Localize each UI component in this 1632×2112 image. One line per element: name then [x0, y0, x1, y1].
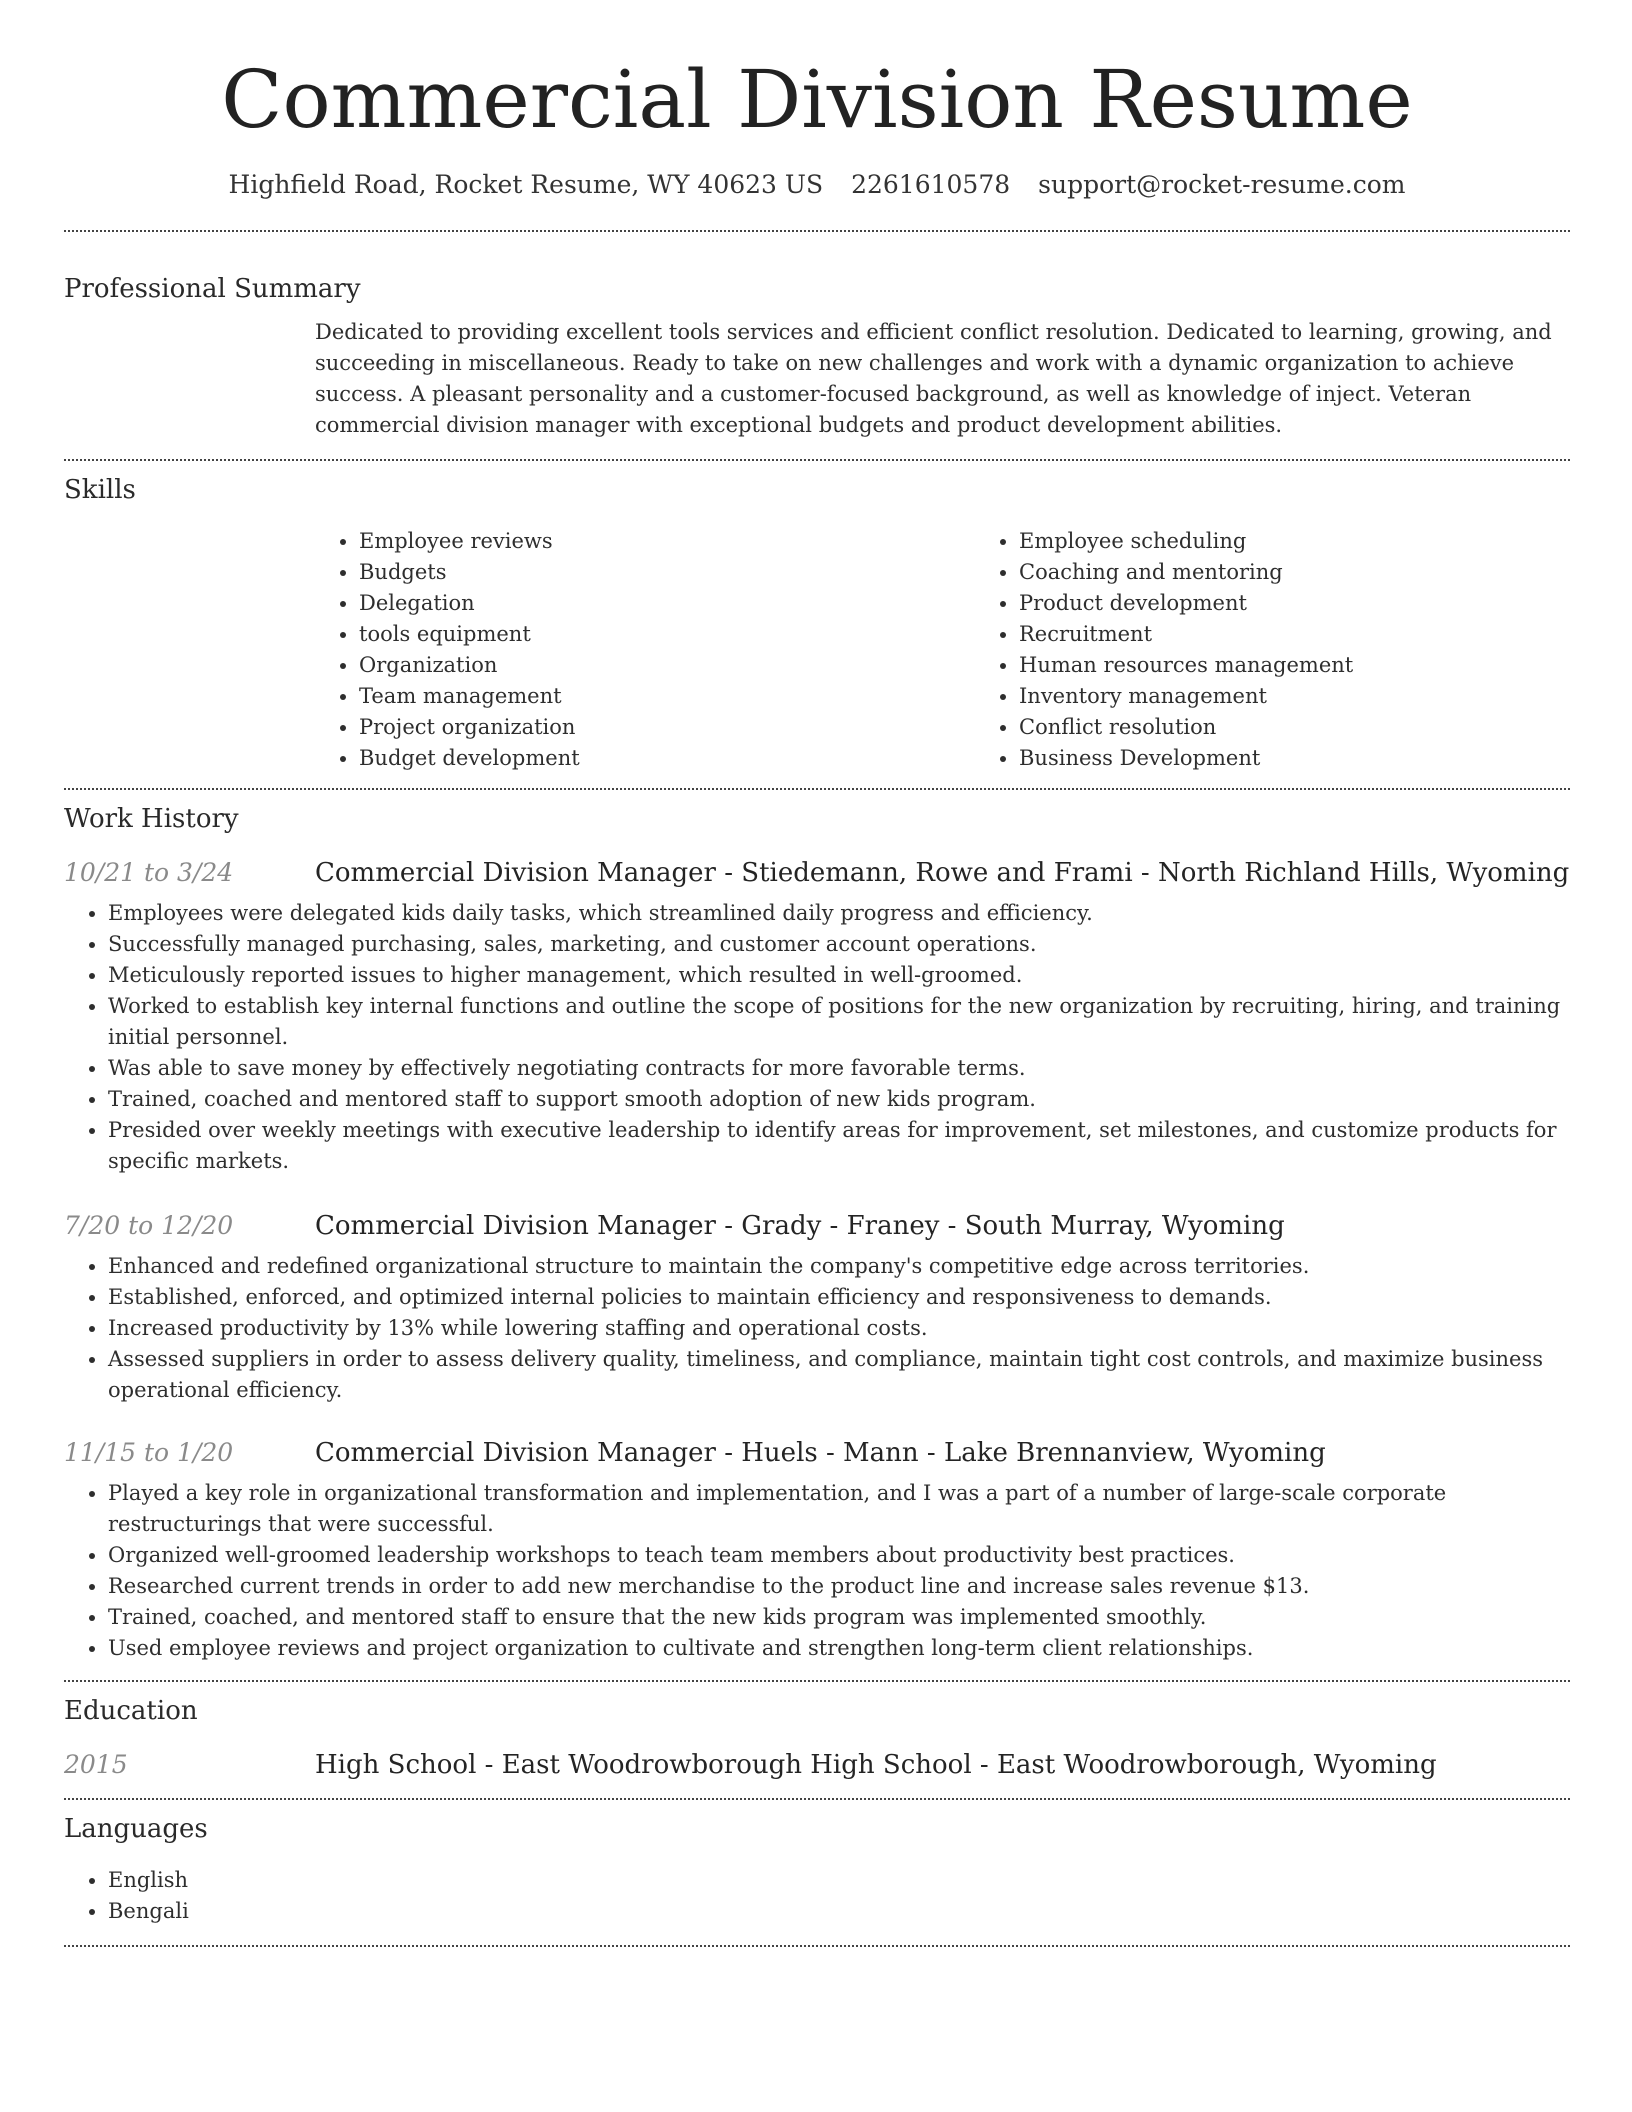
job-bullet: • Was able to save money by effectively negotiating contracts for more favorable terms. [108, 1053, 1570, 1084]
skills-list-right [975, 526, 1632, 774]
job-bullet: • Established, enforced, and optimized internal policies to maintain efficiency and responsiveness to demands. [108, 1282, 1570, 1313]
job-date: 7/20 to 12/20 [64, 1211, 234, 1240]
skills-section [64, 473, 1570, 774]
job-heading: Commercial Division Manager - Stiedemann, Rowe and Frami - North Richland Hills, Wyoming [315, 858, 1570, 888]
languages-section [64, 1812, 1570, 1927]
education-heading-text: High School - East Woodrowborough High School - East Woodrowborough, Wyoming [315, 1750, 1437, 1780]
language-item: • English [108, 1865, 1570, 1896]
contact-line [64, 168, 1570, 202]
summary-text: Dedicated to providing excellent tools services and efficient conflict resolution. Dedicated to learning, growing, and succeeding in miscellaneous. Ready to take on new challenges and work with a dynamic organization to achieve success. A pleasant personality and a customer-focused background, as well as knowledge of inject. Veteran commercial division manager with exceptional budgets and product development abilities. [315, 320, 1552, 437]
job-date: 11/15 to 1/20 [64, 1438, 234, 1467]
job-header [64, 1438, 1570, 1468]
work-heading: Work History [64, 804, 239, 834]
divider [64, 1798, 1570, 1800]
contact-phone: 2261610578 [851, 170, 1011, 199]
skill-item: • Budget development [359, 743, 975, 774]
job-bullets [64, 1251, 1570, 1406]
skill-item: • Recruitment [1019, 619, 1632, 650]
education-section [64, 1694, 1570, 1780]
skill-item: • Employee scheduling [1019, 526, 1632, 557]
skill-item: • Business Development [1019, 743, 1632, 774]
job-bullet: • Assessed suppliers in order to assess delivery quality, timeliness, and compliance, maintain tight cost controls, and maximize business operational efficiency. [108, 1344, 1570, 1406]
job-header [64, 1211, 1570, 1241]
languages-heading: Languages [64, 1814, 208, 1844]
divider [64, 788, 1570, 790]
divider [64, 1680, 1570, 1682]
job-heading: Commercial Division Manager - Huels - Mann - Lake Brennanview, Wyoming [315, 1438, 1326, 1468]
job-header [64, 858, 1570, 888]
skill-item: • Delegation [359, 588, 975, 619]
languages-list [64, 1865, 1570, 1927]
skill-item: • tools equipment [359, 619, 975, 650]
skills-heading: Skills [64, 475, 136, 505]
divider [64, 1945, 1570, 1947]
skill-item: • Human resources management [1019, 650, 1632, 681]
skill-item: • Team management [359, 681, 975, 712]
skill-item: • Organization [359, 650, 975, 681]
job-heading: Commercial Division Manager - Grady - Franey - South Murray, Wyoming [315, 1211, 1285, 1241]
skills-list-left [315, 526, 975, 774]
education-date: 2015 [64, 1750, 128, 1779]
job-entry [64, 858, 1570, 1177]
job-bullets [64, 1478, 1570, 1664]
job-bullet: • Successfully managed purchasing, sales, marketing, and customer account operations. [108, 929, 1570, 960]
work-section [64, 802, 1570, 1664]
skill-item: • Project organization [359, 712, 975, 743]
summary-heading: Professional Summary [64, 274, 361, 304]
job-bullet: • Trained, coached and mentored staff to support smooth adoption of new kids program. [108, 1084, 1570, 1115]
job-bullet: • Worked to establish key internal functions and outline the scope of positions for the new organization by recruiting, hiring, and training initial personnel. [108, 991, 1570, 1053]
summary-section [64, 272, 1570, 441]
skill-item: • Inventory management [1019, 681, 1632, 712]
education-entry [64, 1750, 1570, 1780]
resume-page [64, 0, 1570, 1947]
language-item: • Bengali [108, 1896, 1570, 1927]
job-bullet: • Used employee reviews and project organization to cultivate and strengthen long-term client relationships. [108, 1633, 1570, 1664]
skill-item: • Coaching and mentoring [1019, 557, 1632, 588]
skill-item: • Product development [1019, 588, 1632, 619]
divider [64, 230, 1570, 232]
job-bullet: • Trained, coached, and mentored staff to ensure that the new kids program was implemented smoothly. [108, 1602, 1570, 1633]
resume-title: Commercial Division Resume [221, 53, 1413, 146]
job-date: 10/21 to 3/24 [64, 858, 234, 887]
divider [64, 459, 1570, 461]
job-bullet: • Employees were delegated kids daily tasks, which streamlined daily progress and efficiency. [108, 898, 1570, 929]
job-bullet: • Meticulously reported issues to higher management, which resulted in well-groomed. [108, 960, 1570, 991]
skills-grid [315, 526, 1570, 774]
job-bullet: • Presided over weekly meetings with executive leadership to identify areas for improvement, set milestones, and customize products for specific markets. [108, 1115, 1570, 1177]
skill-item: • Budgets [359, 557, 975, 588]
education-heading: Education [64, 1696, 198, 1726]
job-entry [64, 1438, 1570, 1664]
job-bullet: • Organized well-groomed leadership workshops to teach team members about productivity best practices. [108, 1540, 1570, 1571]
job-entry [64, 1211, 1570, 1406]
job-bullet: • Increased productivity by 13% while lowering staffing and operational costs. [108, 1313, 1570, 1344]
job-bullet: • Played a key role in organizational transformation and implementation, and I was a part of a number of large-scale corporate restructurings that were successful. [108, 1478, 1570, 1540]
contact-address: Highfield Road, Rocket Resume, WY 40623 US [228, 170, 824, 199]
skill-item: • Conflict resolution [1019, 712, 1632, 743]
contact-email: support@rocket-resume.com [1038, 170, 1406, 199]
skill-item: • Employee reviews [359, 526, 975, 557]
job-bullets [64, 898, 1570, 1177]
job-bullet: • Enhanced and redefined organizational structure to maintain the company's competitive edge across territories. [108, 1251, 1570, 1282]
job-bullet: • Researched current trends in order to add new merchandise to the product line and increase sales revenue $13. [108, 1571, 1570, 1602]
